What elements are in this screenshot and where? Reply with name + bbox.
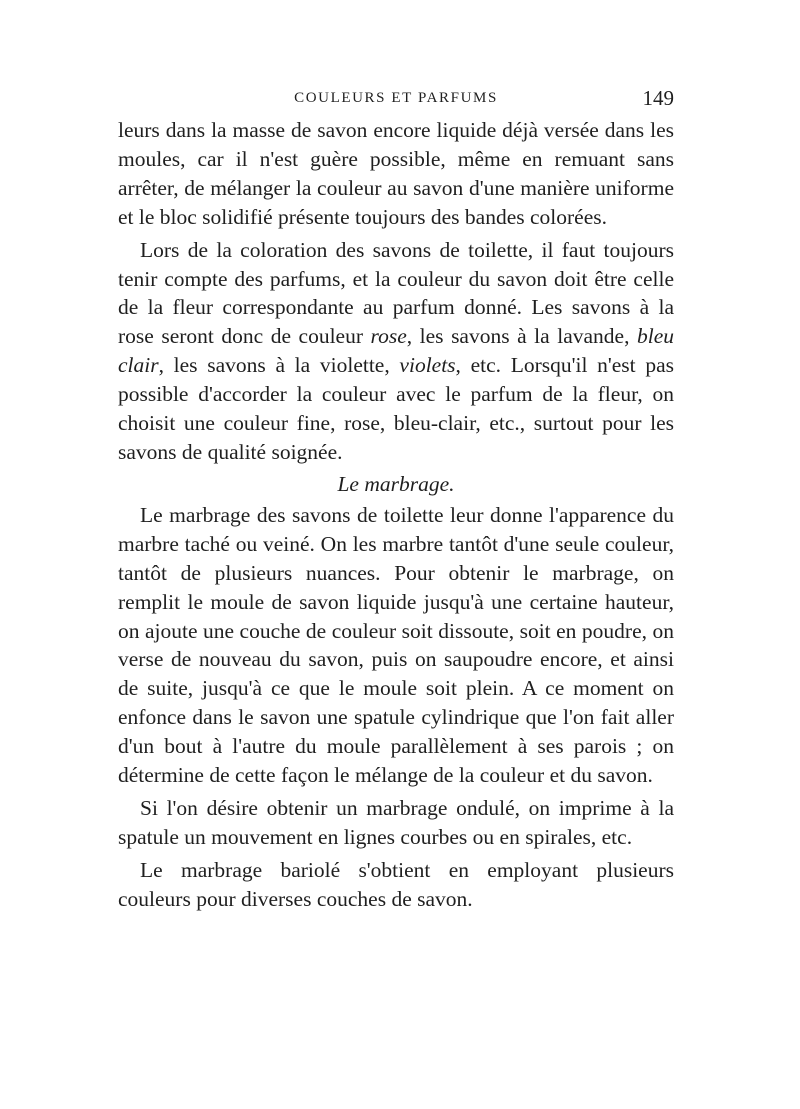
paragraph-continued: leurs dans la masse de savon encore liquide déjà versée dans les moules, car il n'est guère possible, même en remuant sans arrêter, de mélanger la couleur au savon d'une manière uniforme et le bloc solidifié présente toujours des bandes colorées. <box>118 118 674 229</box>
paragraph-coloration-text-d: , etc. Lorsqu'il n'est pas possible d'accorder la couleur avec le parfum de la fleur, on choisit une couleur fine, rose, bleu-clair, etc., surtout pour les savons de qualité soignée. <box>118 353 674 464</box>
italic-bleu-clair: bleu clair <box>118 324 674 378</box>
running-head: COULEURS ET PARFUMS <box>294 90 498 106</box>
italic-violets: violets <box>399 353 456 378</box>
page-number: 149 <box>642 86 674 110</box>
paragraph-coloration-text-a: Lors de la coloration des savons de toilette, il faut toujours tenir compte des parfums, et la couleur du savon doit être celle de la fleur correspondante au parfum donné. Les savons à la rose seront donc de couleur <box>118 237 674 349</box>
paragraph-marbrage: Le marbrage des savons de toilette leur donne l'apparence du marbre taché ou veiné. On les marbre tantôt d'une seule couleur, tantôt de plusieurs nuances. Pour obtenir le marbrage, on remplit le moule de savon liquide jusqu'à une certaine hauteur, on ajoute une couche de couleur soit dissoute, soit en poudre, on verse de nouveau du savon, puis on saupoudre encore, et ainsi de suite, jusqu'à ce que le moule soit plein. A ce moment on enfonce dans le savon une spatule cylindrique que l'on fait aller d'un bout à l'autre du moule parallèlement à ses parois ; on détermine de cette façon le mélange de la couleur et du savon. <box>118 502 674 788</box>
italic-rose: rose <box>370 324 407 349</box>
paragraph-coloration <box>118 236 674 467</box>
section-heading: Le marbrage. <box>337 471 455 496</box>
paragraph-ondule: Si l'on désire obtenir un marbrage ondulé, on imprime à la spatule un mouvement en lignes courbes ou en spirales, etc. <box>118 795 674 849</box>
paragraph-bariole: Le marbrage bariolé s'obtient en employant plusieurs couleurs pour diverses couches de savon. <box>118 857 674 911</box>
paragraph-coloration-text-b: , les savons à la lavande, <box>406 324 637 349</box>
paragraph-coloration-text-c: , les savons à la violette, <box>158 353 400 378</box>
page-header <box>118 88 674 114</box>
body-text <box>118 116 674 914</box>
